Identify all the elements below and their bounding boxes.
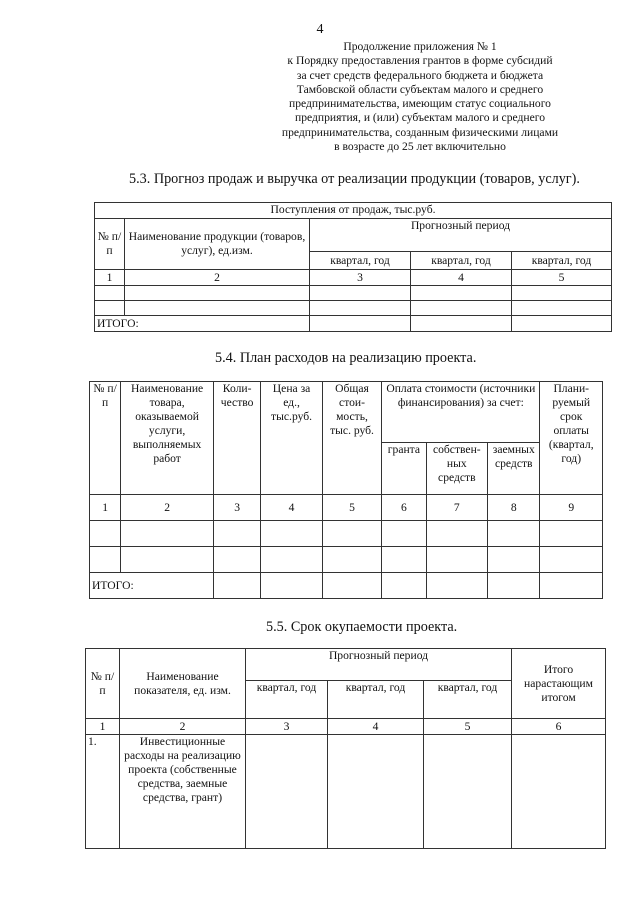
expense-plan-table — [89, 381, 603, 599]
col-number: 4 — [328, 719, 424, 735]
col-number: 3 — [310, 270, 411, 286]
sub-col-quarter-year: квартал, год — [424, 681, 512, 719]
col-price-header: Цена за ед., тыс.руб. — [261, 382, 322, 495]
appendix-header — [250, 40, 590, 154]
col-number: 5 — [424, 719, 512, 735]
col-number: 4 — [261, 495, 322, 521]
col-name-header: Наименование показателя, ед. изм. — [120, 649, 246, 719]
col-qty-header: Коли-чество — [213, 382, 260, 495]
col-number: 2 — [121, 495, 214, 521]
col-number: 1 — [90, 495, 121, 521]
table-row — [90, 521, 603, 547]
col-name-header: Наименование продукции (товаров, услуг), ед.изм. — [125, 219, 310, 270]
col-total-header: Общая стои-мость, тыс. руб. — [322, 382, 381, 495]
appendix-line: предприятия, и (или) субъектам малого и среднего — [294, 111, 545, 125]
col-number: 3 — [213, 495, 260, 521]
col-number: 6 — [512, 719, 606, 735]
col-no-header: № п/п — [95, 219, 125, 270]
table-row — [90, 547, 603, 573]
col-cumulative-header: Итого нарастающим итогом — [512, 649, 606, 719]
col-number: 2 — [125, 270, 310, 286]
col-number: 1 — [95, 270, 125, 286]
sub-col-quarter-year: квартал, год — [411, 252, 512, 270]
col-period-header: Прогнозный период — [310, 219, 612, 252]
appendix-line: в возрасте до 25 лет включительно — [334, 140, 506, 154]
payback-table — [85, 648, 606, 849]
sub-col-quarter-year: квартал, год — [512, 252, 612, 270]
row-name: Инвестиционные расходы на реализацию проекта (собственные средства, заемные средства, грант) — [120, 735, 246, 849]
appendix-line: предпринимательства, имеющим статус социального — [289, 97, 551, 111]
page-number: 4 — [316, 22, 324, 37]
section-5-4-title: 5.4. План расходов на реализацию проекта. — [215, 350, 477, 366]
col-number: 2 — [120, 719, 246, 735]
col-number: 5 — [512, 270, 612, 286]
appendix-title: Продолжение приложения № 1 — [343, 40, 497, 53]
col-number: 7 — [426, 495, 487, 521]
col-no-header: № п/п — [90, 382, 121, 495]
payment-sub-own: собствен-ных средств — [426, 443, 487, 495]
sub-col-quarter-year: квартал, год — [328, 681, 424, 719]
col-number: 9 — [540, 495, 603, 521]
table-row — [86, 735, 606, 849]
table-row — [95, 286, 612, 301]
col-number: 6 — [382, 495, 426, 521]
col-number: 1 — [86, 719, 120, 735]
appendix-line: за счет средств федерального бюджета и бюджета — [296, 68, 544, 82]
sales-caption: Поступления от продаж, тыс.руб. — [95, 203, 612, 219]
appendix-line: к Порядку предоставления грантов в форме субсидий — [287, 54, 553, 68]
total-label: ИТОГО: — [90, 573, 214, 599]
total-label: ИТОГО: — [95, 316, 310, 332]
sub-col-quarter-year: квартал, год — [246, 681, 328, 719]
col-name-header: Наименование товара, оказываемой услуги, выполняемых работ — [121, 382, 214, 495]
section-5-3-title: 5.3. Прогноз продаж и выручка от реализации продукции (товаров, услуг). — [129, 171, 580, 187]
table-row — [95, 301, 612, 316]
col-no-header: № п/п — [86, 649, 120, 719]
col-number: 3 — [246, 719, 328, 735]
payment-sub-loan: заемных средств — [488, 443, 540, 495]
col-payment-header: Оплата стоимости (источники финансирования) за счет: — [382, 382, 540, 443]
col-number: 8 — [488, 495, 540, 521]
section-5-5-title: 5.5. Срок окупаемости проекта. — [266, 619, 458, 635]
appendix-line: предпринимательства, созданным физическими лицами — [281, 125, 559, 139]
appendix-line: Тамбовской области субъектам малого и среднего — [296, 82, 544, 96]
col-period-header: Прогнозный период — [246, 649, 512, 681]
sales-forecast-table — [94, 202, 612, 332]
row-number: 1. — [86, 735, 120, 849]
col-number: 5 — [322, 495, 381, 521]
col-term-header: Плани-руемый срок оплаты (квартал, год) — [540, 382, 603, 495]
payment-sub-grant: гранта — [382, 443, 426, 495]
sub-col-quarter-year: квартал, год — [310, 252, 411, 270]
col-number: 4 — [411, 270, 512, 286]
